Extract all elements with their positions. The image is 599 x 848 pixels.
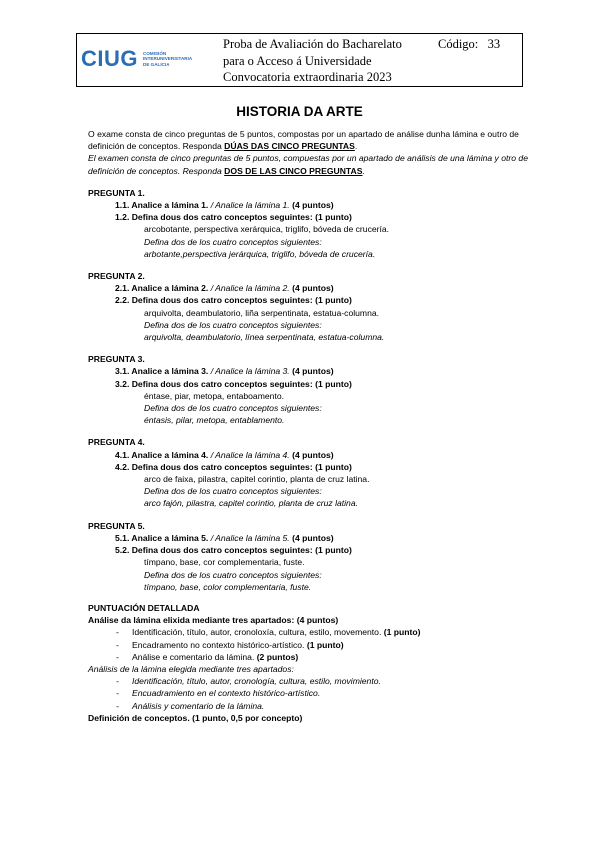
logo-sub-line: COMISIÓN xyxy=(143,51,167,57)
scoring-concepts: Definición de conceptos. (1 punto, 0,5 por concepto) xyxy=(88,712,303,723)
question-part-b: 5.2. Defina dous dos catro conceptos seguintes: (1 punto) xyxy=(115,545,352,556)
concepts-es-intro: Defina dos de los cuatro conceptos siguientes: xyxy=(144,403,322,414)
exam-header xyxy=(76,33,523,87)
part-a-points: (4 puntos) xyxy=(292,449,334,460)
concepts-es: arquivolta, deambulatorio, línea serpentinata, estatua-columna. xyxy=(144,332,385,343)
logo-sub-line: DE GALICIA xyxy=(143,61,170,67)
concepts-es: arbotante,perspectiva jerárquica, triglifo, bóveda de crucería. xyxy=(144,248,376,259)
question-part-a xyxy=(88,532,528,544)
part-a-points: (4 puntos) xyxy=(292,200,334,211)
question-part-a xyxy=(88,365,528,377)
part-a-label: 4.1. Analice a lámina 4. xyxy=(115,449,209,460)
scoring-item-es: - Identificación, título, autor, cronología, cultura, estilo, movimiento. xyxy=(88,675,528,687)
exam-code xyxy=(438,36,500,53)
concepts-es-intro: Defina dos de los cuatro conceptos siguientes: xyxy=(144,486,322,497)
intro-emphasis: DOS DE LAS CINCO PREGUNTAS xyxy=(224,165,363,176)
concepts-es-intro: Defina dos de los cuatro conceptos siguientes: xyxy=(144,319,322,330)
scoring-item-text: Análise e comentario da lámina. xyxy=(132,651,255,662)
question-block xyxy=(88,436,528,509)
part-a-label: 3.1. Analice a lámina 3. xyxy=(115,366,209,377)
question-title: PREGUNTA 5. xyxy=(88,520,145,531)
questions-list xyxy=(88,187,528,593)
part-a-es: / Analice la lámina 1. xyxy=(210,200,290,211)
question-part-b: 1.2. Defina dous dos catro conceptos seguintes: (1 punto) xyxy=(115,212,352,223)
concepts-gl: arquivolta, deambulatorio, liña serpentinata, estatua-columna. xyxy=(144,307,380,318)
scoring-item xyxy=(88,651,528,663)
concepts-es: éntasis, pilar, metopa, entablamento. xyxy=(144,415,285,426)
part-a-label: 5.1. Analice a lámina 5. xyxy=(115,532,209,543)
concepts-es: arco fajón, pilastra, capitel corintio, planta de cruz latina. xyxy=(144,498,359,509)
logo-sub-line: INTERUNIVERSITARIA xyxy=(143,56,193,62)
concepts-es-intro: Defina dos de los cuatro conceptos siguientes: xyxy=(144,569,322,580)
exam-info-line: Convocatoria extraordinaria 2023 xyxy=(223,70,392,84)
question-part-a xyxy=(88,449,528,461)
part-a-es: / Analice la lámina 4. xyxy=(210,449,290,460)
scoring-section xyxy=(88,602,528,724)
part-a-label: 1.1. Analice a lámina 1. xyxy=(115,200,209,211)
intro-emphasis: DÚAS DAS CINCO PREGUNTAS xyxy=(224,141,355,152)
question-part-b: 3.2. Defina dous dos catro conceptos seguintes: (1 punto) xyxy=(115,378,352,389)
scoring-item-points: (1 punto) xyxy=(306,639,344,650)
part-a-es: / Analice la lámina 2. xyxy=(210,283,290,294)
question-block xyxy=(88,520,528,593)
scoring-item xyxy=(88,626,528,638)
concepts-es-intro: Defina dos de los cuatro conceptos siguientes: xyxy=(144,236,322,247)
question-block xyxy=(88,353,528,426)
code-label: Código: xyxy=(438,37,479,51)
question-title: PREGUNTA 1. xyxy=(88,187,145,198)
concepts-gl: éntase, piar, metopa, entaboamento. xyxy=(144,390,284,401)
intro-text: O exame consta de cinco preguntas de 5 puntos, compostas por un apartado de análise dunha lámina e outro de definición de conceptos. Responda xyxy=(88,129,519,152)
question-part-b: 4.2. Defina dous dos catro conceptos seguintes: (1 punto) xyxy=(115,461,352,472)
intro-text: El examen consta de cinco preguntas de 5 puntos, compuestas por un apartado de análisis de una lámina y otro de definición de conceptos. Responda xyxy=(88,153,528,176)
concepts-es: tímpano, base, color complementaria, fuste. xyxy=(144,581,312,592)
concepts-gl: arcobotante, perspectiva xerárquica, triglifo, bóveda de crucería. xyxy=(144,224,390,235)
scoring-item-points: (2 puntos) xyxy=(256,651,299,662)
concepts-gl: tímpano, base, cor complementaria, fuste. xyxy=(144,557,305,568)
scoring-item-text: Encadramento no contexto histórico-artístico. xyxy=(132,639,305,650)
question-title: PREGUNTA 4. xyxy=(88,437,145,448)
ciug-logo xyxy=(81,48,192,70)
exam-body xyxy=(88,128,528,724)
question-part-b: 2.2. Defina dous dos catro conceptos seguintes: (1 punto) xyxy=(115,295,352,306)
scoring-item xyxy=(88,639,528,651)
part-a-points: (4 puntos) xyxy=(292,366,334,377)
logo-subtitle xyxy=(143,51,192,67)
part-a-points: (4 puntos) xyxy=(292,532,334,543)
part-a-label: 2.1. Analice a lámina 2. xyxy=(115,283,209,294)
question-block xyxy=(88,270,528,343)
intro-galician: O exame consta de cinco preguntas de 5 puntos, compostas por un apartado de análise dunha lámina e outro de definición de conceptos. Responda DÚAS DAS CINCO PREGUNTAS. xyxy=(88,129,519,152)
question-block xyxy=(88,187,528,260)
question-title: PREGUNTA 3. xyxy=(88,354,145,365)
question-title: PREGUNTA 2. xyxy=(88,271,145,282)
page-title: HISTORIA DA ARTE xyxy=(236,104,363,119)
scoring-item-es: - Análisis y comentario de la lámina. xyxy=(88,700,528,712)
concepts-gl: arco de faixa, pilastra, capitel corintio, planta de cruz latina. xyxy=(144,474,370,485)
part-a-points: (4 puntos) xyxy=(292,283,334,294)
question-part-a xyxy=(88,282,528,294)
intro-spanish: El examen consta de cinco preguntas de 5 puntos, compuestas por un apartado de análisis de una lámina y otro de definición de conceptos. Responda DOS DE LAS CINCO PREGUNTAS. xyxy=(88,153,528,176)
scoring-item-text: Identificación, título, autor, cronoloxía, cultura, estilo, movemento. xyxy=(132,627,382,638)
scoring-title: PUNTUACIÓN DETALLADA xyxy=(88,602,200,613)
exam-info-line: Proba de Avaliación do Bacharelato xyxy=(223,37,402,51)
exam-info xyxy=(223,36,402,86)
scoring-item-es: - Encuadramiento en el contexto histórico-artístico. xyxy=(88,687,528,699)
scoring-item-points: (1 punto) xyxy=(383,627,421,638)
part-a-es: / Analice la lámina 3. xyxy=(210,366,290,377)
question-part-a xyxy=(88,199,528,211)
scoring-gl-head: Análise da lámina elixida mediante tres apartados: (4 puntos) xyxy=(88,615,339,626)
scoring-es-head: Análisis de la lámina elegida mediante tres apartados: xyxy=(88,663,294,674)
exam-info-line: para o Acceso á Universidade xyxy=(223,53,372,68)
logo-text: CIUG xyxy=(81,46,138,71)
code-value: 33 xyxy=(487,37,501,51)
part-a-es: / Analice la lámina 5. xyxy=(210,532,290,543)
